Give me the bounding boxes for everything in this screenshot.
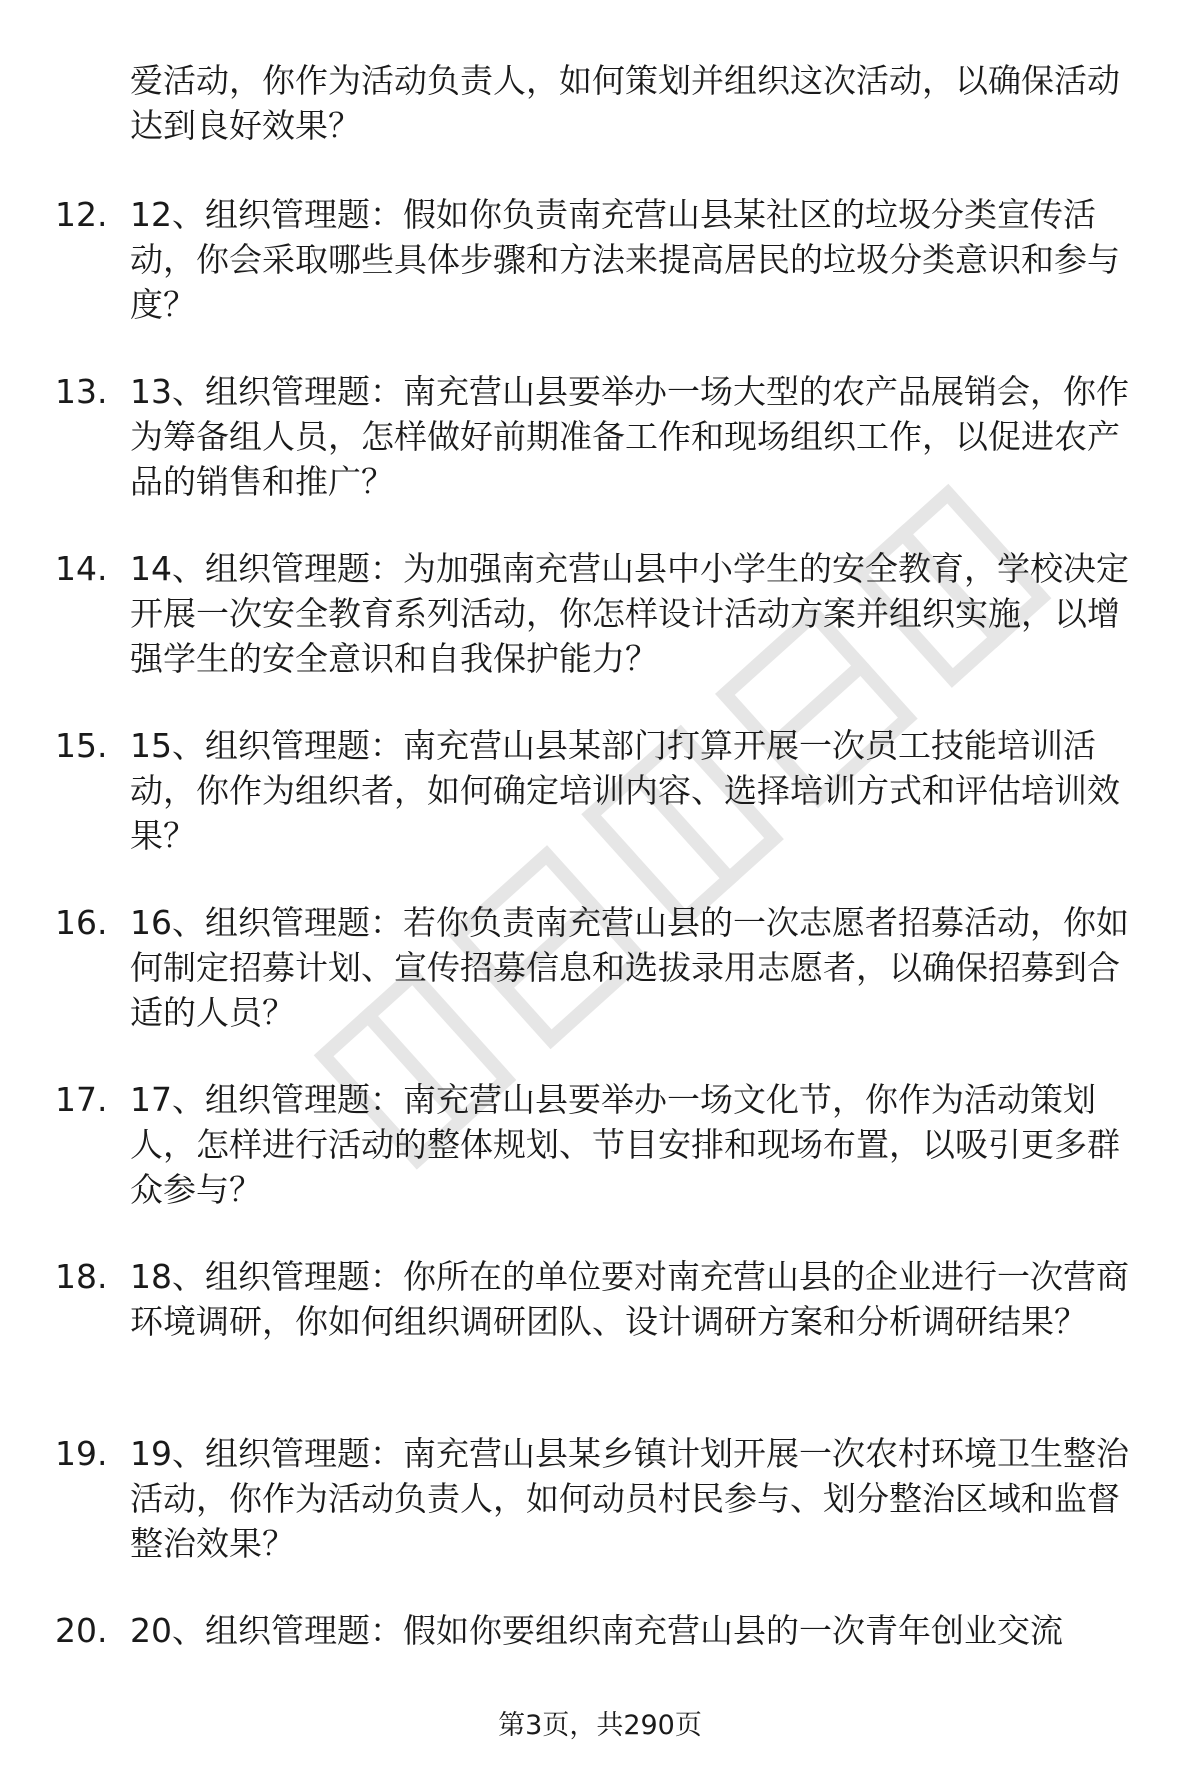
question-number: 18.	[55, 1257, 108, 1296]
question-text: 16、组织管理题：若你负责南充营山县的一次志愿者招募活动，你如何制定招募计划、宣传招募信息和选拔录用志愿者，以确保招募到合适的人员？	[130, 903, 1129, 1032]
question-number: 19.	[55, 1434, 108, 1473]
question-text: 20、组织管理题：假如你要组织南充营山县的一次青年创业交流	[130, 1611, 1063, 1650]
question-number: 20.	[55, 1611, 108, 1650]
question-text: 13、组织管理题：南充营山县要举办一场大型的农产品展销会，你作为筹备组人员，怎样做好前期准备工作和现场组织工作，以促进农产品的销售和推广？	[130, 372, 1129, 501]
question-text: 18、组织管理题：你所在的单位要对南充营山县的企业进行一次营商环境调研，你如何组织调研团队、设计调研方案和分析调研结果？	[130, 1257, 1129, 1341]
question-item	[0, 546, 1200, 723]
question-text: 14、组织管理题：为加强南充营山县中小学生的安全教育，学校决定开展一次安全教育系列活动，你怎样设计活动方案并组织实施，以增强学生的安全意识和自我保护能力？	[130, 549, 1129, 678]
question-item	[0, 1431, 1200, 1608]
continuation-text: 爱活动，你作为活动负责人，如何策划并组织这次活动，以确保活动达到良好效果？	[130, 61, 1120, 145]
question-item	[0, 900, 1200, 1077]
question-number: 17.	[55, 1080, 108, 1119]
question-number: 15.	[55, 726, 108, 765]
question-number: 16.	[55, 903, 108, 942]
question-list	[0, 192, 1200, 1785]
question-text: 15、组织管理题：南充营山县某部门打算开展一次员工技能培训活动，你作为组织者，如何确定培训内容、选择培训方式和评估培训效果？	[130, 726, 1120, 855]
question-text: 17、组织管理题：南充营山县要举办一场文化节，你作为活动策划人，怎样进行活动的整体规划、节目安排和现场布置，以吸引更多群众参与？	[130, 1080, 1120, 1209]
question-item	[0, 723, 1200, 900]
question-item	[0, 1608, 1200, 1785]
question-number: 14.	[55, 549, 108, 588]
question-number: 12.	[55, 195, 108, 234]
page-footer: 第3页，共290页	[498, 1710, 702, 1741]
question-item	[0, 369, 1200, 546]
question-text: 19、组织管理题：南充营山县某乡镇计划开展一次农村环境卫生整治活动，你作为活动负责人，如何动员村民参与、划分整治区域和监督整治效果？	[130, 1434, 1129, 1563]
question-text: 12、组织管理题：假如你负责南充营山县某社区的垃圾分类宣传活动，你会采取哪些具体步骤和方法来提高居民的垃圾分类意识和参与度？	[130, 195, 1120, 324]
question-item	[0, 1254, 1200, 1431]
question-item	[0, 1077, 1200, 1254]
question-number: 13.	[55, 372, 108, 411]
question-item	[0, 192, 1200, 369]
